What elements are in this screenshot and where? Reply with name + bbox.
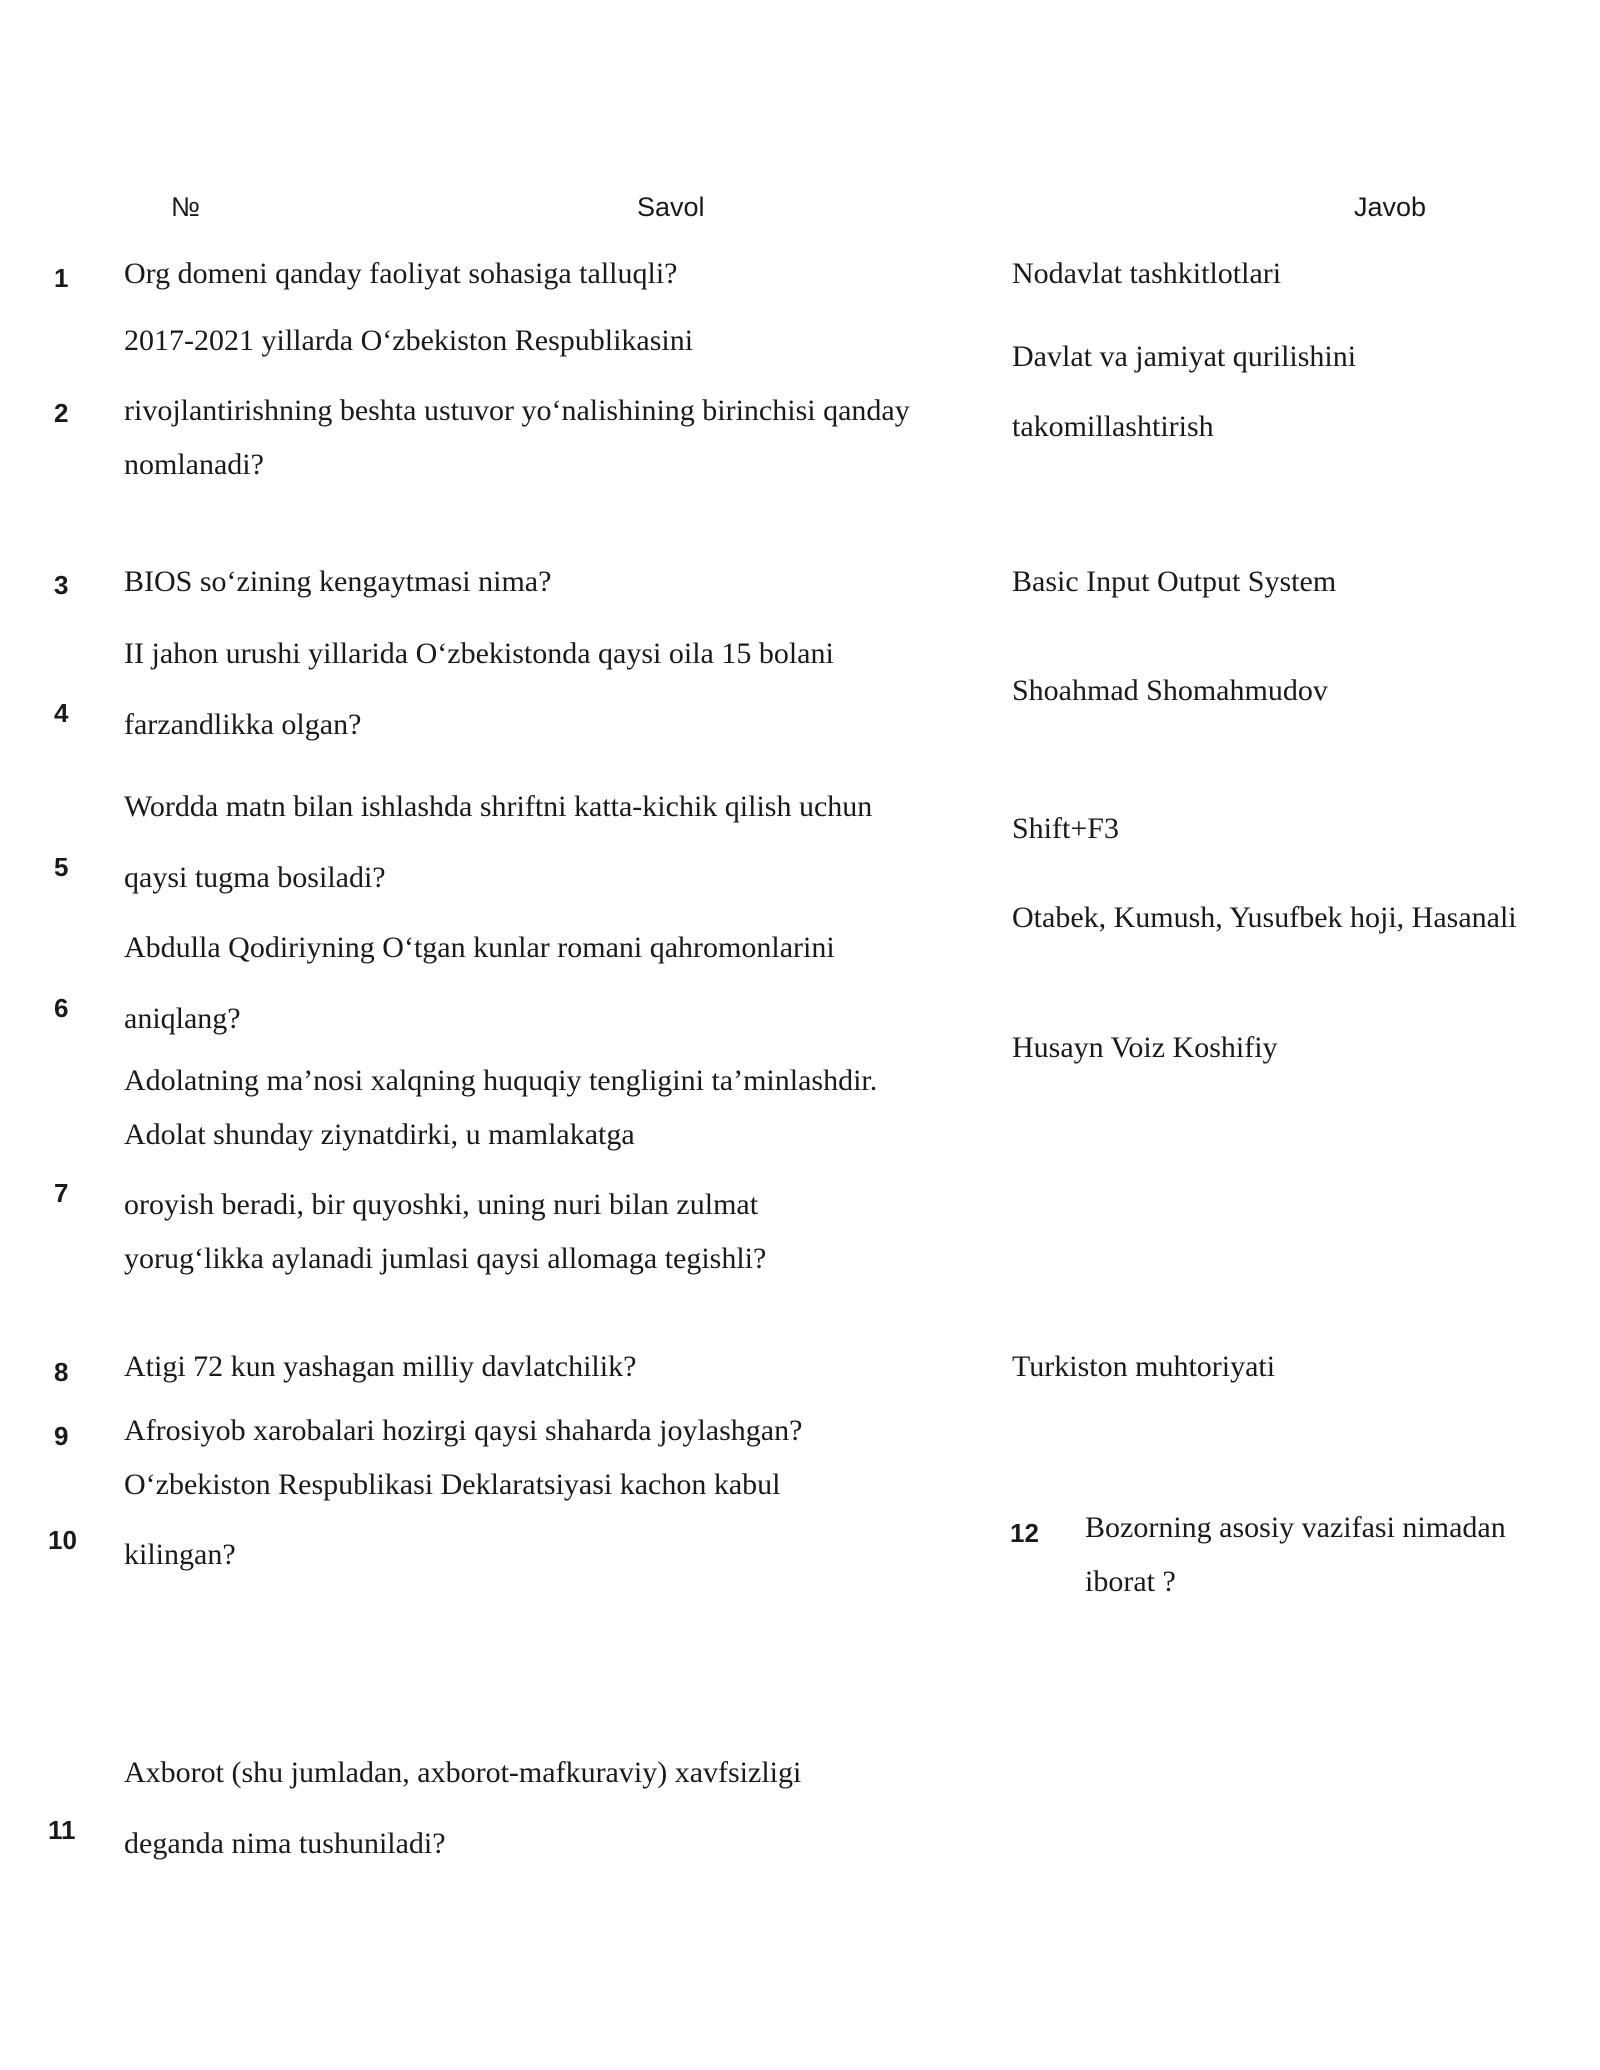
question-text: yorug‘likka aylanadi jumlasi qaysi allomaga tegishli?: [124, 1242, 767, 1275]
row-number: 2: [54, 398, 69, 428]
column-header-number: №: [171, 192, 200, 222]
row-number: 8: [54, 1357, 69, 1387]
question-text: Adolatning ma’nosi xalqning huquqiy tengligini ta’minlashdir.: [124, 1064, 878, 1097]
answer-text: Basic Input Output System: [1012, 565, 1337, 598]
question-text: O‘zbekiston Respublikasi Deklaratsiyasi kachon kabul: [124, 1468, 781, 1501]
row-number: 12: [1010, 1518, 1039, 1548]
question-text: Adolat shunday ziynatdirki, u mamlakatga: [124, 1118, 635, 1151]
row-number: 4: [54, 698, 69, 728]
question-text: Afrosiyob xarobalari hozirgi qaysi shaharda joylashgan?: [124, 1414, 803, 1447]
question-text: deganda nima tushuniladi?: [124, 1827, 446, 1860]
row-number: 3: [54, 570, 69, 600]
answer-text: Shift+F3: [1012, 812, 1119, 845]
column-header-question: Savol: [637, 192, 705, 222]
row-number: 9: [54, 1421, 69, 1451]
question-text: Wordda matn bilan ishlashda shriftni katta-kichik qilish uchun: [124, 790, 873, 823]
row-number: 10: [48, 1525, 77, 1555]
question-text: rivojlantirishning beshta ustuvor yo‘nalishining birinchisi qanday: [124, 394, 910, 427]
question-text: 2017-2021 yillarda O‘zbekiston Respublikasini: [124, 324, 694, 357]
question-text: Abdulla Qodiriyning O‘tgan kunlar romani qahromonlarini: [124, 931, 835, 964]
question-text: iborat ?: [1085, 1565, 1176, 1598]
answer-text: Nodavlat tashkitlotlari: [1012, 257, 1282, 290]
answer-text: Davlat va jamiyat qurilishini: [1012, 340, 1357, 373]
question-text: aniqlang?: [124, 1002, 241, 1035]
answer-text: Turkiston muhtoriyati: [1012, 1350, 1276, 1383]
question-text: nomlanadi?: [124, 448, 264, 481]
question-text: farzandlikka olgan?: [124, 708, 362, 741]
answer-text: takomillashtirish: [1012, 410, 1214, 443]
question-text: BIOS so‘zining kengaytmasi nima?: [124, 565, 552, 598]
question-text: qaysi tugma bosiladi?: [124, 861, 386, 894]
row-number: 11: [48, 1815, 76, 1845]
row-number: 7: [54, 1178, 69, 1208]
answer-text: Shoahmad Shomahmudov: [1012, 674, 1328, 707]
question-text: kilingan?: [124, 1538, 236, 1571]
question-text: II jahon urushi yillarida O‘zbekistonda qaysi oila 15 bolani: [124, 637, 834, 670]
answer-text: Otabek, Kumush, Yusufbek hoji, Hasanali: [1012, 901, 1517, 934]
question-text: Axborot (shu jumladan, axborot-mafkuraviy) xavfsizligi: [124, 1756, 802, 1789]
answer-text: Husayn Voiz Koshifiy: [1012, 1031, 1278, 1064]
column-header-answer: Javob: [1354, 192, 1427, 222]
row-number: 5: [54, 852, 69, 882]
question-text: Org domeni qanday faoliyat sohasiga talluqli?: [124, 257, 678, 290]
row-number: 6: [54, 993, 69, 1023]
question-text: Atigi 72 kun yashagan milliy davlatchilik?: [124, 1350, 637, 1383]
row-number: 1: [54, 263, 69, 293]
question-text: Bozorning asosiy vazifasi nimadan: [1085, 1511, 1506, 1544]
question-text: oroyish beradi, bir quyoshki, uning nuri bilan zulmat: [124, 1188, 759, 1221]
